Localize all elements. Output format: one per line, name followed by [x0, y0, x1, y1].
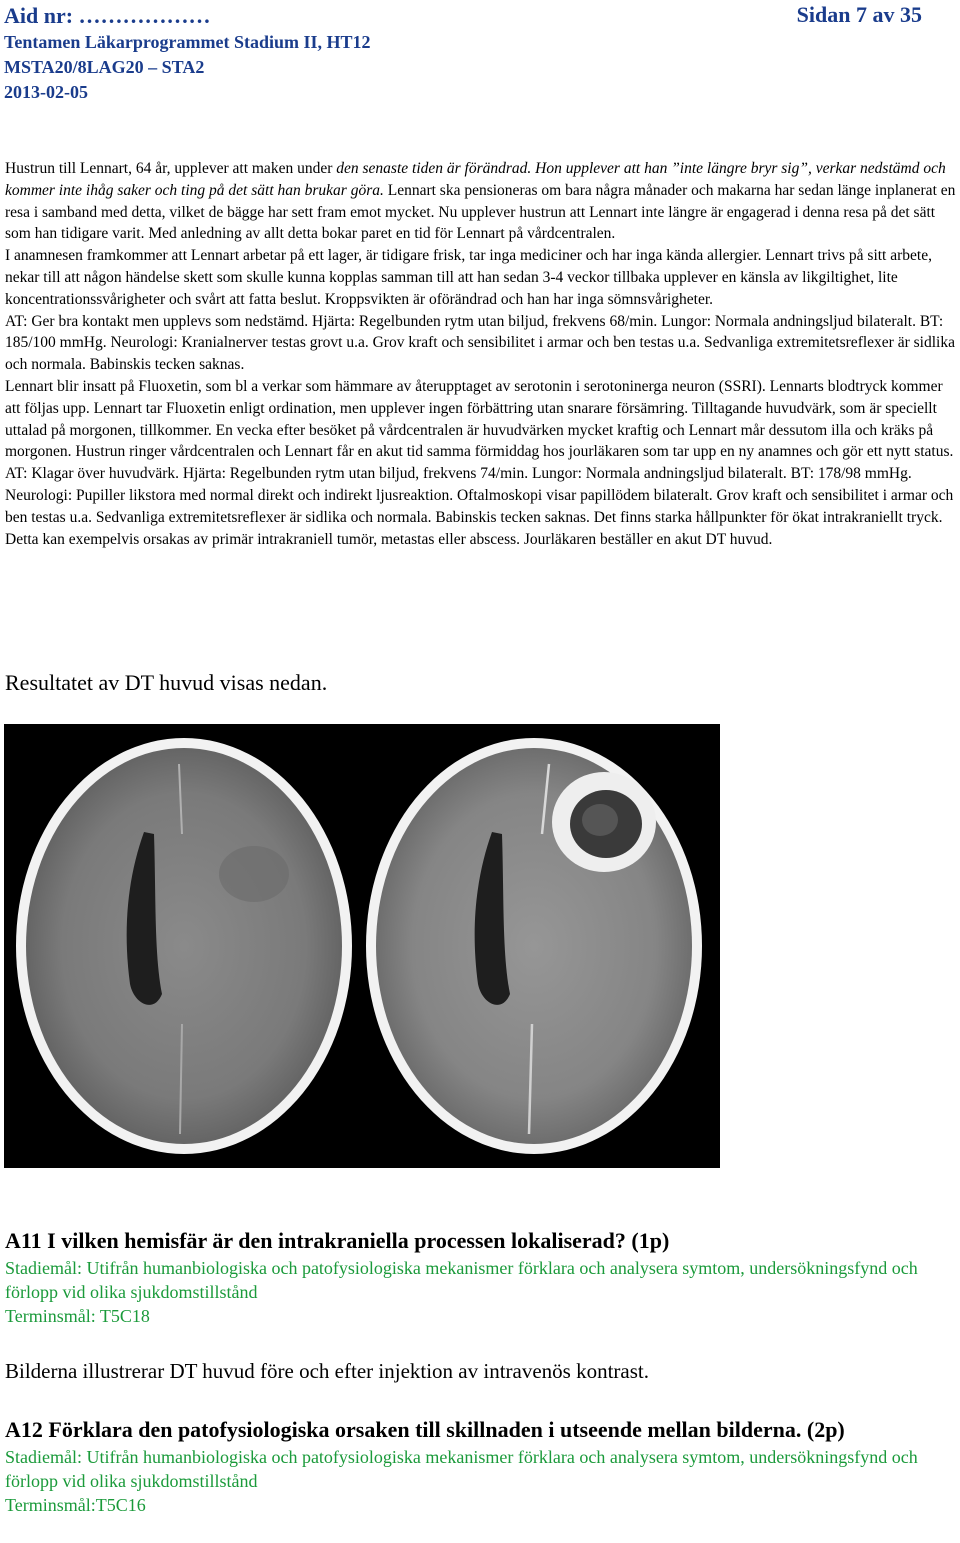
aid-number: Aid nr: ………………	[4, 3, 211, 28]
question-a11-title: A11 I vilken hemisfär är den intrakraniella processen lokaliserad? (1p)	[5, 1228, 670, 1253]
ct-pre-contrast	[16, 738, 352, 1154]
images-caption: Bilderna illustrerar DT huvud före och efter injektion av intravenös kontrast.	[5, 1359, 650, 1383]
question-a12-title: A12 Förklara den patofysiologiska orsaken till skillnaden i utseende mellan bilderna. (2p)	[5, 1417, 845, 1442]
case-description	[5, 158, 957, 550]
question-a12-term: Terminsmål:T5C16	[5, 1495, 146, 1515]
case-paragraph-2: I anamnesen framkommer att Lennart arbetar på ett lager, är tidigare frisk, tar inga mediciner och har inga kända allergier. Lennart trivs på sitt arbete, nekar till att någon händelse skett som skulle kunna kopplas samman till att han sedan 3-4 veckor tillbaka upplever en känsla av likgiltighet, lite koncentrationssvårigheter och svårt att fatta beslut. Kroppsvikten är oförändrad och han har inga sömnsvårigheter.	[5, 247, 932, 308]
ct-scan-image	[4, 724, 720, 1168]
course-code: MSTA20/8LAG20 – STA2	[4, 57, 205, 77]
question-a11-goal: Stadiemål: Utifrån humanbiologiska och patofysiologiska mekanismer förklara och analysera symtom, undersökningsfynd och förlopp vid olika sjukdomstillstånd	[5, 1258, 918, 1302]
case-paragraph-4: Lennart blir insatt på Fluoxetin, som bl a verkar som hämmare av återupptaget av serotonin i serotoninerga neuron (SSRI). Lennarts blodtryck kommer att följas upp. Lennart tar Fluoxetin enligt ordination, men upplever ingen förbättring utan snarare försämring. Tilltagande huvudvärk, som är speciellt uttalad på morgonen, tillkommer. En vecka efter besöket på vårdcentralen är huvudvärken mycket kraftig och Lennart mår dessutom illa och kräks på morgonen. Hustrun ringer vårdcentralen och Lennart får en akut tid samma förmiddag hos jourläkaren som tar upp en ny anamnes och gör ett nytt status. AT: Klagar över huvudvärk. Hjärta: Regelbunden rytm utan biljud, frekvens 74/min. Lungor: Normala andningsljud bilateralt. BT: 178/98 mmHg. Neurologi: Pupiller likstora med normal direkt och indirekt ljusreaktion. Oftalmoskopi visar papillödem bilateralt. Grov kraft och sensibilitet i armar och ben testas u.a. Sedvanliga extremitetsreflexer är sidlika och normala. Babinskis tecken saknas. Det finns starka hållpunkter för ökat intrakraniellt tryck. Detta kan exempelvis orsakas av primär intrakraniell tumör, metastas eller abscess. Jourläkaren beställer en akut DT huvud.	[5, 377, 954, 548]
ct-post-contrast	[366, 738, 702, 1154]
page-number: Sidan 7 av 35	[796, 2, 922, 27]
question-a12	[5, 1415, 957, 1517]
question-a11	[5, 1226, 957, 1328]
case-paragraph-1: Hustrun till Lennart, 64 år, upplever att maken under den senaste tiden är förändrad. Hon upplever att han ”inte längre bryr sig”, verkar nedstämd och kommer inte ihåg saker och ting på det sätt han brukar göra. Lennart ska pensioneras om bara några månader och makarna har sedan länge inplanerat en resa i samband med detta, vilket de bägge har sett fram emot mycket. Nu upplever hustrun att Lennart inte längre är engagerad i denna resa på det sätt som han tidigare varit. Med anledning av allt detta bokar paret en tid för Lennart på vårdcentralen.	[5, 160, 956, 243]
question-a11-term: Terminsmål: T5C18	[5, 1306, 150, 1326]
question-a12-goal: Stadiemål: Utifrån humanbiologiska och patofysiologiska mekanismer förklara och analysera symtom, undersökningsfynd och förlopp vid olika sjukdomstillstånd	[5, 1447, 918, 1491]
result-heading: Resultatet av DT huvud visas nedan.	[5, 670, 328, 695]
exam-date: 2013-02-05	[4, 82, 88, 102]
exam-title: Tentamen Läkarprogrammet Stadium II, HT12	[4, 32, 371, 52]
case-paragraph-3: AT: Ger bra kontakt men upplevs som nedstämd. Hjärta: Regelbunden rytm utan biljud, frekvens 68/min. Lungor: Normala andningsljud bilateralt. BT: 185/100 mmHg. Neurologi: Kranialnerver testas grovt u.a. Grov kraft och sensibilitet i armar och ben testas u.a. Sedvanliga extremitetsreflexer är sidlika och normala. Babinskis tecken saknas.	[5, 312, 955, 374]
